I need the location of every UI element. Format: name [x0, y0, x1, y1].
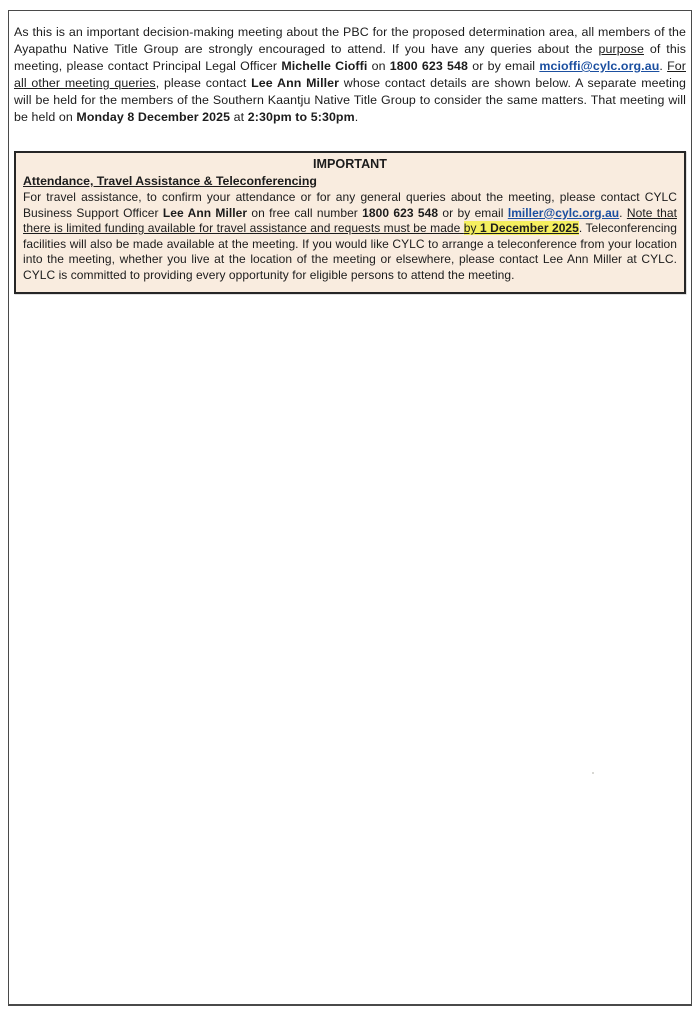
important-notice-box	[14, 151, 686, 294]
important-box-title: IMPORTANT	[313, 157, 387, 171]
deadline-date-highlight: 1 December 2025	[480, 221, 579, 236]
email-link-mcioffi[interactable]: mcioffi@cylc.org.au	[539, 59, 660, 73]
phone-number: 1800 623 548	[362, 205, 439, 220]
text-segment: As this is an important decision-making meeting about the PBC for the proposed determination area, all members of the Ayapathu Native Title Group are strongly encouraged to attend. If you have any queries about the	[14, 25, 686, 56]
page-content	[14, 24, 686, 294]
text-segment: .	[354, 110, 359, 124]
text-segment: . Teleconferencing facilities will also be made available at the meeting. If you would like CYLC to arrange a teleconference from your location into the meeting, whether you live at the location of the meeting or elsewhere, please contact Lee Ann Miller at CYLC. CYLC is committed to providing every opportunity for eligible persons to attend the meeting.	[23, 221, 677, 282]
text-segment: purpose	[598, 42, 644, 56]
contact-name: Lee Ann Miller	[162, 205, 248, 220]
intro-paragraph	[14, 24, 686, 126]
page-border-frame	[8, 10, 692, 1006]
important-box-heading: Attendance, Travel Assistance & Teleconferencing	[23, 174, 317, 188]
text-segment: or by email	[438, 205, 508, 220]
important-box-body	[23, 190, 677, 284]
scan-artifact-speck	[592, 772, 594, 774]
text-segment: .	[659, 59, 668, 73]
text-segment: .	[619, 205, 627, 220]
text-segment: of this meeting, please contact Principal Legal Officer	[14, 42, 686, 73]
contact-name: Michelle Cioffi	[281, 59, 368, 73]
meeting-time: 2:30pm to 5:30pm	[247, 110, 355, 124]
text-segment: on	[367, 59, 390, 73]
text-segment: at	[230, 110, 248, 124]
text-segment: For all other meeting queries	[14, 59, 686, 90]
email-link-lmiller[interactable]: lmiller@cylc.org.au	[507, 205, 620, 220]
text-segment: whose contact details are shown below. A separate meeting will be held for the members of the Southern Kaantju Native Title Group to consider the same matters. That meeting will be held on	[14, 76, 687, 124]
meeting-date: Monday 8 December 2025	[76, 110, 231, 124]
contact-name: Lee Ann Miller	[251, 76, 340, 90]
funding-note-text: Note that there is limited funding available for travel assistance and requests must be made	[23, 205, 677, 236]
deadline-highlight: by	[463, 221, 480, 236]
phone-number: 1800 623 548	[389, 59, 469, 73]
text-segment: For travel assistance, to confirm your attendance or for any general queries about the meeting, please contact CYLC Business Support Officer	[23, 190, 677, 220]
text-segment: or by email	[468, 59, 540, 73]
text-segment: on free call number	[247, 205, 363, 220]
text-segment: , please contact	[155, 76, 252, 90]
